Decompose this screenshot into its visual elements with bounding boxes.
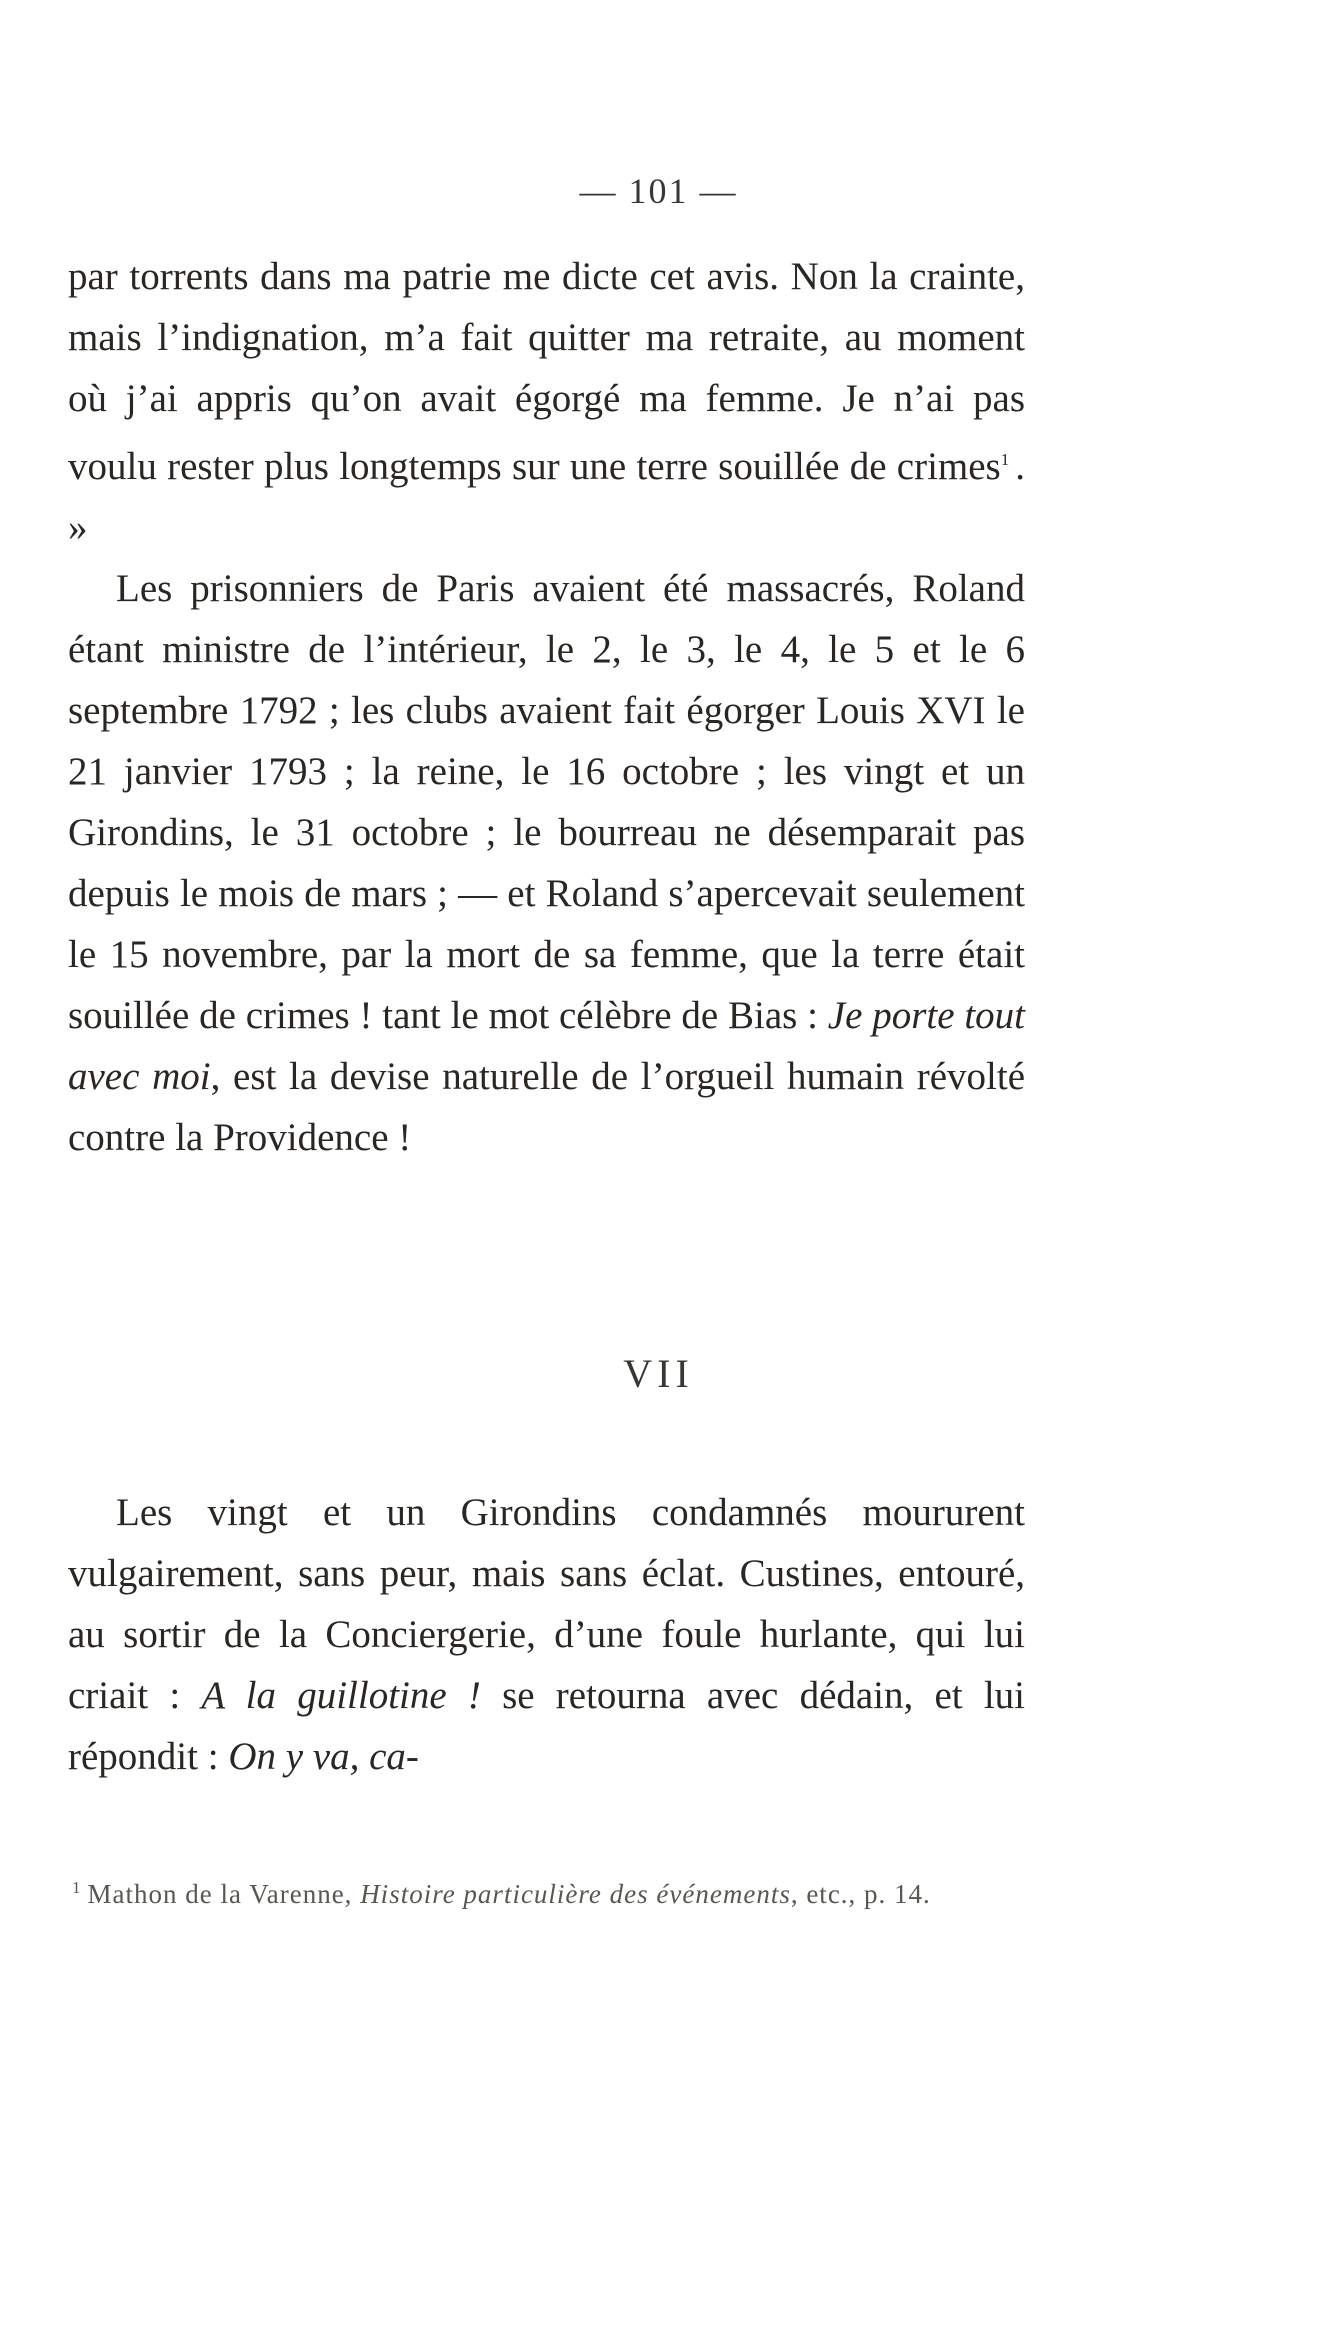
paragraph-2-text: Les prisonniers de Paris avaient été massacrés, Roland étant ministre de l’intérieur, le 2, le 3, le 4, le 5 et le 6 septembre 1792 ; les clubs avaient fait égorger Louis XVI le 21 janvier 1793 ; la reine, le 16 octobre ; les vingt et un Girondins, le 31 octobre ; le bourreau ne désemparait pas depuis le mois de mars ; — et Roland s’apercevait seulement le 15 novembre, par la mort de sa femme, que la terre était souillée de crimes ! tant le mot célèbre de Bias : [68, 567, 1025, 1037]
main-text-bottom [68, 1482, 1025, 1787]
paragraph-1-text: par torrents dans ma patrie me dicte cet avis. Non la crainte, mais l’indignation, m’a fait quitter ma retraite, au moment où j’ai appris qu’on avait égorgé ma femme. Je n’ai pas voulu rester plus longtemps sur une terre souillée de crimes [68, 255, 1025, 488]
paragraph-3-italic-cry: A la guillotine ! [201, 1674, 481, 1717]
footnote-title: Histoire particulière des événements [360, 1879, 791, 1909]
page-number: — 101 — [579, 171, 738, 211]
footnote-tail: , etc., p. 14. [790, 1879, 931, 1909]
paragraph-1-tail: . » [68, 445, 1025, 549]
paragraph-prisoners [68, 558, 1025, 1168]
paragraph-3-middle: se retourna avec dédain, et lui répondit : [68, 1674, 1025, 1778]
paragraph-2-italic-quote: Je porte tout avec moi [68, 994, 1025, 1098]
paragraph-girondins [68, 1482, 1025, 1787]
paragraph-3-italic-reply: On y va, ca- [228, 1735, 419, 1778]
footnote-mark: 1 [72, 1878, 82, 1897]
paragraph-2-tail: , est la devise naturelle de l’orgueil humain révolté contre la Providence ! [68, 1055, 1026, 1159]
paragraph-3-text: Les vingt et un Girondins condamnés moururent vulgairement, sans peur, mais sans éclat. Custines, entouré, au sortir de la Conciergerie, d’une foule hurlante, qui lui criait : [68, 1491, 1025, 1717]
main-text-top [68, 246, 1025, 1168]
paragraph-continued [68, 246, 1025, 558]
footnote [72, 1866, 1027, 1916]
footnote-author: Mathon de la Varenne, [87, 1879, 353, 1909]
section-heading: VII [623, 1351, 694, 1396]
footnote-reference: 1 [1000, 450, 1010, 469]
